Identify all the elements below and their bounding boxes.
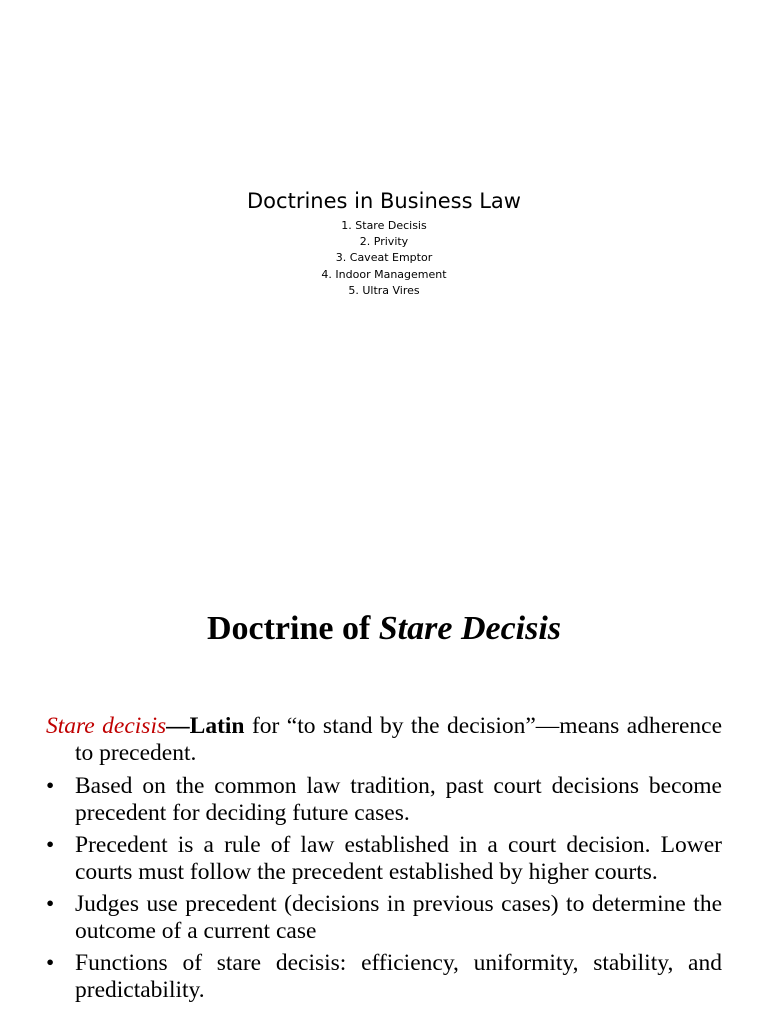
bullet-text: Judges use precedent (decisions in previous cases) to determine the outcome of a current case — [75, 891, 722, 944]
doctrine-item: 3. Caveat Emptor — [335, 251, 433, 265]
bullet-text: Based on the common law tradition, past court decisions become precedent for deciding future cases. — [75, 773, 722, 826]
bullet-icon: • — [46, 773, 55, 799]
bullet-item — [46, 950, 722, 1004]
definition-paragraph — [46, 713, 722, 767]
definition-text: for “to stand by the decision”—means adherence to precedent. — [75, 713, 722, 766]
slide-title: Doctrines in Business Law — [247, 189, 521, 213]
heading-prefix: Doctrine of — [206, 610, 379, 647]
heading-term: Stare Decisis — [378, 610, 562, 647]
slide-heading — [0, 606, 768, 652]
bullet-icon: • — [46, 832, 55, 858]
bullet-icon: • — [46, 891, 55, 917]
doctrine-item: 5. Ultra Vires — [348, 283, 420, 297]
bullet-item — [46, 832, 722, 886]
latin-label: —Latin — [166, 713, 245, 739]
bullet-item — [46, 891, 722, 945]
doctrine-item: 4. Indoor Management — [321, 267, 447, 281]
bullet-icon: • — [46, 950, 55, 976]
bullet-item — [46, 773, 722, 827]
doctrine-item: 1. Stare Decisis — [341, 219, 427, 232]
slide-body — [46, 713, 722, 1009]
bullet-text: Precedent is a rule of law established in a court decision. Lower courts must follow the precedent established by higher courts. — [75, 832, 722, 885]
defined-term: Stare decisis — [46, 713, 167, 739]
bullet-text: Functions of stare decisis: efficiency, uniformity, stability, and predictability. — [75, 950, 722, 1003]
doctrine-list — [0, 218, 768, 299]
stare-decisis-slide — [0, 576, 768, 1024]
doctrine-item: 2. Privity — [359, 235, 409, 249]
